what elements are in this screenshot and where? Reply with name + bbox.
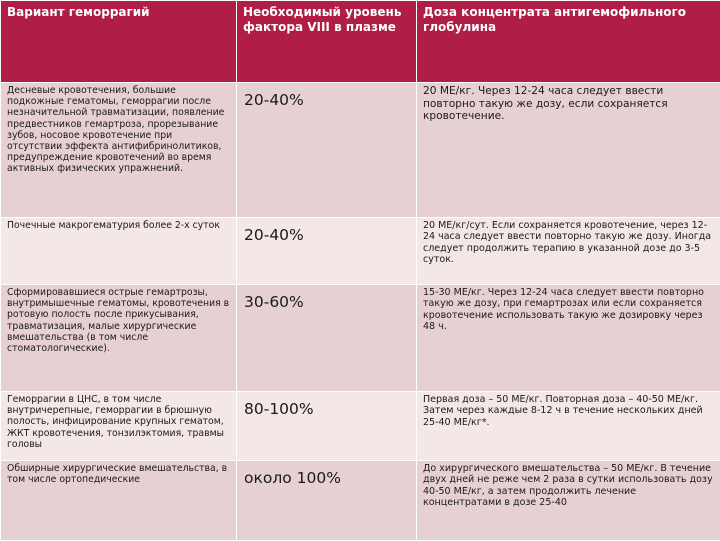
header-factor-level: Необходимый уровень фактора VIII в плазме [237,1,417,83]
variant-cell: Обширные хирургические вмешательства, в том числе ортопедические [1,461,237,541]
level-cell: 30-60% [237,285,417,392]
level-cell: 80-100% [237,392,417,461]
dose-cell: 20 МЕ/кг/сут. Если сохраняется кровотечение, через 12-24 часа следует ввести повторно такую же дозу. Иногда следует продолжить терапию в указанной дозе до 3-5 суток. [417,218,720,285]
dose-cell: Первая доза – 50 МЕ/кг. Повторная доза – 40-50 МЕ/кг. Затем через каждые 8-12 ч в течение нескольких дней 25-40 МЕ/кг*. [417,392,720,461]
table-row [1,285,720,392]
table-header-row [1,1,720,83]
dose-cell: 20 МЕ/кг. Через 12-24 часа следует ввести повторно такую же дозу, если сохраняется кровотечение. [417,83,720,218]
table-row [1,392,720,461]
variant-cell: Десневые кровотечения, большие подкожные гематомы, геморрагии после незначительной травматизации, появление предвестников гемартроза, прорезывание зубов, носовое кровотечение при отсутствии эффекта антифибринолитиков, предупреждение кровотечений во время активных физических упражнений. [1,83,237,218]
table-row [1,461,720,541]
level-cell: около 100% [237,461,417,541]
dose-cell: До хирургического вмешательства – 50 МЕ/кг. В течение двух дней не реже чем 2 раза в сутки использовать дозу 40-50 МЕ/кг, а затем продолжить лечение концентратами в дозе 25-40 [417,461,720,541]
variant-cell: Геморрагии в ЦНС, в том числе внутричерепные, геморрагии в брюшную полость, инфицирование крупных гематом, ЖКТ кровотечения, тонзилэктомия, травмы головы [1,392,237,461]
variant-cell: Почечные макрогематурия более 2-х суток [1,218,237,285]
variant-cell: Сформировавшиеся острые гемартрозы, внутримышечные гематомы, кровотечения в ротовую полость после прикусывания, травматизация, малые хирургические вмешательства (в том числе стоматологические). [1,285,237,392]
header-variant: Вариант геморрагий [1,1,237,83]
level-cell: 20-40% [237,218,417,285]
level-cell: 20-40% [237,83,417,218]
table-row [1,83,720,218]
dose-cell: 15-30 МЕ/кг. Через 12-24 часа следует ввести повторно такую же дозу, при гемартрозах или если сохраняется кровотечение использовать такую же дозировку через 48 ч. [417,285,720,392]
table-row [1,218,720,285]
header-dose: Доза концентрата антигемофильного глобулина [417,1,720,83]
